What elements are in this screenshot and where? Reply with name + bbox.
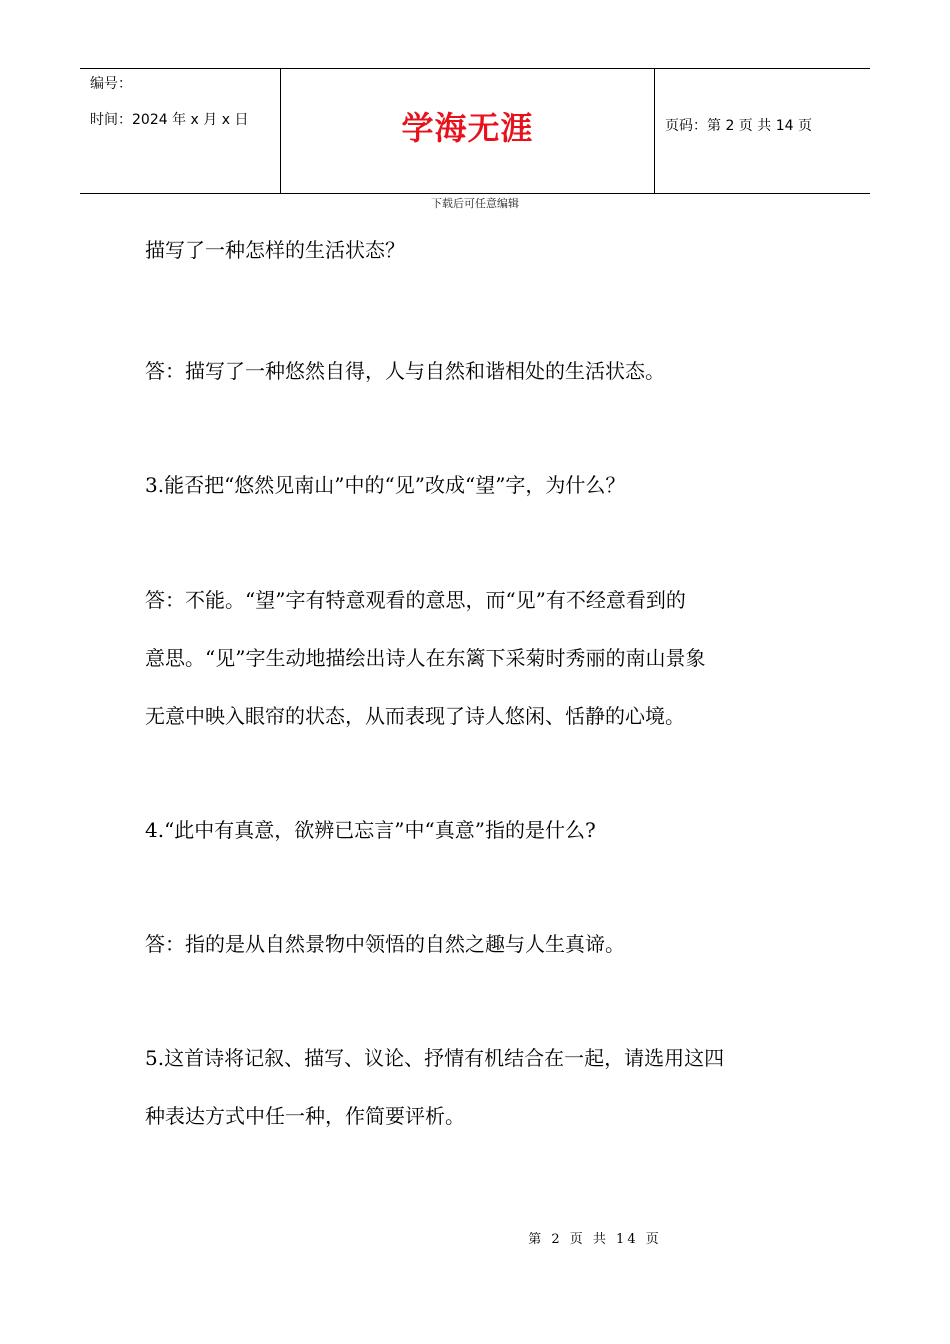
answer-line: 答：指的是从自然景物中领悟的自然之趣与人生真谛。	[145, 932, 625, 956]
question-line: 3.能否把“悠然见南山”中的“见”改成“望”字，为什么？	[145, 473, 626, 497]
date-label: 时间：2024 年 x 月 x 日	[90, 112, 249, 128]
question-line: 种表达方式中任一种，作简要评析。	[145, 1104, 465, 1128]
header-right-cell	[655, 69, 870, 193]
body-line: 描写了一种怎样的生活状态？	[145, 238, 405, 262]
header-left-cell	[80, 69, 281, 193]
page-footer: 第 2 页 共 14 页	[528, 1232, 662, 1247]
brand-title: 学海无涯	[401, 109, 534, 147]
question-line: 5.这首诗将记叙、描写、议论、抒情有机结合在一起，请选用这四	[145, 1046, 725, 1070]
serial-number-label: 编号：	[90, 76, 132, 92]
editable-notice: 下载后可任意编辑	[431, 197, 519, 210]
answer-line: 意思。“见”字生动地描绘出诗人在东篱下采菊时秀丽的南山景象	[145, 646, 706, 670]
answer-line: 答：描写了一种悠然自得，人与自然和谐相处的生活状态。	[145, 359, 665, 383]
document-header	[80, 68, 870, 194]
header-center-cell	[281, 69, 655, 193]
answer-line: 答：不能。“望”字有特意观看的意思，而“见”有不经意看到的	[145, 588, 686, 612]
page-code: 页码：第 2 页 共 14 页	[665, 118, 812, 134]
answer-line: 无意中映入眼帘的状态，从而表现了诗人悠闲、恬静的心境。	[145, 704, 685, 728]
question-line: 4.“此中有真意，欲辨已忘言”中“真意”指的是什么?	[145, 818, 596, 842]
